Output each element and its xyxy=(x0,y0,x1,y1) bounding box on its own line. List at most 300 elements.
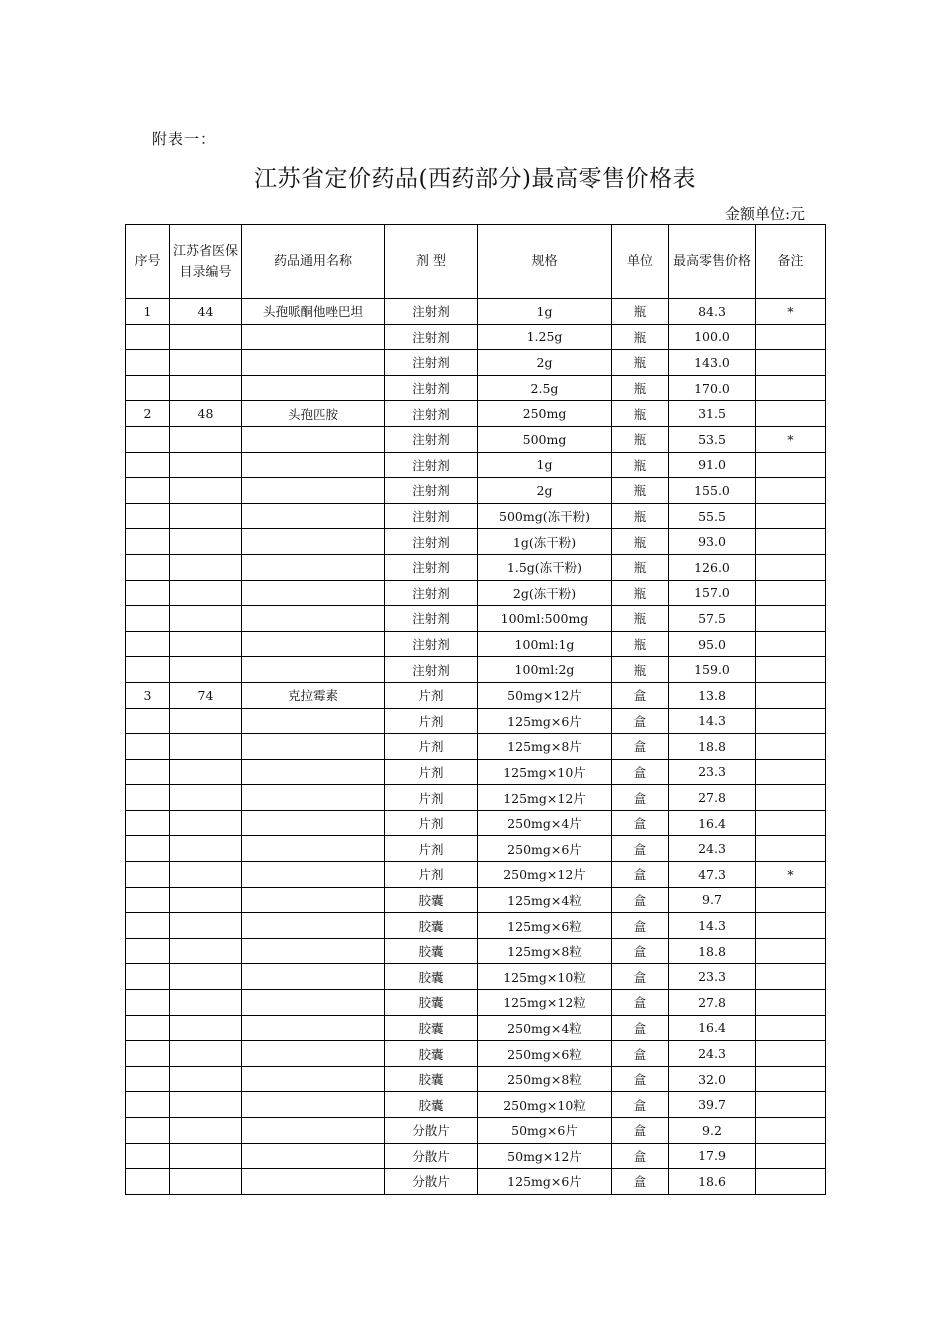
cell-drug-name: 头孢哌酮他唑巴坦 xyxy=(242,299,385,325)
cell-spec: 500mg(冻干粉) xyxy=(478,503,612,529)
cell-remark xyxy=(756,350,826,376)
cell-catalog-no xyxy=(170,1169,242,1195)
cell-dosage-form: 片剂 xyxy=(385,759,478,785)
cell-unit: 瓶 xyxy=(612,606,669,632)
cell-dosage-form: 注射剂 xyxy=(385,606,478,632)
cell-dosage-form: 分散片 xyxy=(385,1169,478,1195)
cell-max-price: 170.0 xyxy=(669,375,756,401)
cell-seq xyxy=(126,324,170,350)
cell-max-price: 32.0 xyxy=(669,1066,756,1092)
cell-unit: 瓶 xyxy=(612,478,669,504)
cell-remark xyxy=(756,1066,826,1092)
cell-catalog-no: 74 xyxy=(170,682,242,708)
cell-spec: 125mg×4粒 xyxy=(478,887,612,913)
cell-max-price: 47.3 xyxy=(669,862,756,888)
cell-unit: 盒 xyxy=(612,887,669,913)
table-row xyxy=(126,1041,826,1067)
table-row xyxy=(126,1092,826,1118)
table-row xyxy=(126,657,826,683)
cell-seq xyxy=(126,452,170,478)
cell-seq xyxy=(126,964,170,990)
cell-catalog-no xyxy=(170,887,242,913)
cell-drug-name xyxy=(242,554,385,580)
table-row xyxy=(126,529,826,555)
cell-unit: 瓶 xyxy=(612,554,669,580)
cell-remark xyxy=(756,708,826,734)
table-body xyxy=(126,299,826,1195)
table-row xyxy=(126,324,826,350)
cell-seq xyxy=(126,1041,170,1067)
cell-max-price: 27.8 xyxy=(669,990,756,1016)
table-row xyxy=(126,1015,826,1041)
cell-seq xyxy=(126,657,170,683)
cell-remark xyxy=(756,1169,826,1195)
table-row xyxy=(126,913,826,939)
cell-drug-name: 克拉霉素 xyxy=(242,682,385,708)
cell-drug-name xyxy=(242,1015,385,1041)
cell-spec: 250mg×6粒 xyxy=(478,1041,612,1067)
cell-seq xyxy=(126,1118,170,1144)
cell-max-price: 155.0 xyxy=(669,478,756,504)
cell-catalog-no xyxy=(170,554,242,580)
cell-seq xyxy=(126,810,170,836)
cell-dosage-form: 胶囊 xyxy=(385,990,478,1016)
table-header-row xyxy=(126,225,826,299)
table-row xyxy=(126,810,826,836)
cell-dosage-form: 注射剂 xyxy=(385,478,478,504)
cell-remark xyxy=(756,554,826,580)
cell-max-price: 24.3 xyxy=(669,1041,756,1067)
cell-max-price: 55.5 xyxy=(669,503,756,529)
cell-max-price: 95.0 xyxy=(669,631,756,657)
cell-catalog-no xyxy=(170,708,242,734)
cell-dosage-form: 片剂 xyxy=(385,785,478,811)
cell-drug-name xyxy=(242,1143,385,1169)
cell-drug-name xyxy=(242,990,385,1016)
cell-drug-name xyxy=(242,426,385,452)
cell-spec: 1.25g xyxy=(478,324,612,350)
cell-catalog-no xyxy=(170,785,242,811)
cell-unit: 盒 xyxy=(612,682,669,708)
table-row xyxy=(126,734,826,760)
cell-drug-name xyxy=(242,938,385,964)
cell-max-price: 157.0 xyxy=(669,580,756,606)
cell-spec: 125mg×12粒 xyxy=(478,990,612,1016)
cell-dosage-form: 注射剂 xyxy=(385,580,478,606)
cell-max-price: 16.4 xyxy=(669,1015,756,1041)
cell-catalog-no xyxy=(170,1066,242,1092)
cell-max-price: 14.3 xyxy=(669,913,756,939)
cell-dosage-form: 胶囊 xyxy=(385,913,478,939)
table-row xyxy=(126,350,826,376)
col-header-drug-name: 药品通用名称 xyxy=(242,225,385,299)
cell-unit: 盒 xyxy=(612,1066,669,1092)
cell-unit: 瓶 xyxy=(612,580,669,606)
cell-dosage-form: 注射剂 xyxy=(385,350,478,376)
cell-max-price: 17.9 xyxy=(669,1143,756,1169)
cell-remark xyxy=(756,401,826,427)
cell-seq xyxy=(126,1143,170,1169)
cell-catalog-no: 44 xyxy=(170,299,242,325)
cell-catalog-no xyxy=(170,734,242,760)
table-row xyxy=(126,1118,826,1144)
cell-catalog-no xyxy=(170,1143,242,1169)
cell-unit: 盒 xyxy=(612,734,669,760)
cell-dosage-form: 片剂 xyxy=(385,836,478,862)
cell-unit: 盒 xyxy=(612,810,669,836)
cell-spec: 2g(冻干粉) xyxy=(478,580,612,606)
cell-remark: * xyxy=(756,862,826,888)
cell-drug-name xyxy=(242,759,385,785)
cell-spec: 1g xyxy=(478,452,612,478)
cell-seq xyxy=(126,836,170,862)
cell-seq: 2 xyxy=(126,401,170,427)
cell-unit: 盒 xyxy=(612,1041,669,1067)
cell-dosage-form: 片剂 xyxy=(385,708,478,734)
cell-spec: 250mg xyxy=(478,401,612,427)
table-row xyxy=(126,887,826,913)
cell-dosage-form: 注射剂 xyxy=(385,324,478,350)
cell-unit: 盒 xyxy=(612,1143,669,1169)
cell-spec: 250mg×12片 xyxy=(478,862,612,888)
cell-spec: 2.5g xyxy=(478,375,612,401)
cell-catalog-no xyxy=(170,452,242,478)
cell-catalog-no xyxy=(170,964,242,990)
cell-drug-name xyxy=(242,657,385,683)
cell-dosage-form: 胶囊 xyxy=(385,887,478,913)
col-header-dosage-form: 剂 型 xyxy=(385,225,478,299)
cell-dosage-form: 片剂 xyxy=(385,734,478,760)
cell-seq xyxy=(126,554,170,580)
cell-catalog-no xyxy=(170,529,242,555)
cell-remark xyxy=(756,1118,826,1144)
table-row xyxy=(126,759,826,785)
col-header-unit: 单位 xyxy=(612,225,669,299)
cell-unit: 盒 xyxy=(612,1169,669,1195)
cell-catalog-no xyxy=(170,478,242,504)
cell-spec: 2g xyxy=(478,478,612,504)
cell-unit: 盒 xyxy=(612,913,669,939)
price-table xyxy=(125,224,826,1195)
table-row xyxy=(126,299,826,325)
cell-seq xyxy=(126,529,170,555)
cell-unit: 盒 xyxy=(612,862,669,888)
attachment-label: 附表一： xyxy=(152,130,217,148)
cell-seq xyxy=(126,631,170,657)
cell-dosage-form: 注射剂 xyxy=(385,426,478,452)
cell-drug-name xyxy=(242,810,385,836)
cell-seq xyxy=(126,734,170,760)
cell-drug-name xyxy=(242,606,385,632)
cell-drug-name xyxy=(242,862,385,888)
cell-unit: 瓶 xyxy=(612,401,669,427)
cell-spec: 50mg×6片 xyxy=(478,1118,612,1144)
cell-spec: 1.5g(冻干粉) xyxy=(478,554,612,580)
cell-drug-name xyxy=(242,785,385,811)
cell-remark xyxy=(756,478,826,504)
table-row xyxy=(126,452,826,478)
cell-spec: 1g xyxy=(478,299,612,325)
cell-catalog-no xyxy=(170,990,242,1016)
cell-catalog-no xyxy=(170,836,242,862)
cell-catalog-no xyxy=(170,1041,242,1067)
cell-unit: 盒 xyxy=(612,1092,669,1118)
cell-seq xyxy=(126,606,170,632)
cell-catalog-no xyxy=(170,1118,242,1144)
cell-spec: 250mg×8粒 xyxy=(478,1066,612,1092)
cell-remark xyxy=(756,1143,826,1169)
cell-remark xyxy=(756,938,826,964)
cell-drug-name xyxy=(242,324,385,350)
cell-unit: 瓶 xyxy=(612,426,669,452)
cell-max-price: 126.0 xyxy=(669,554,756,580)
cell-unit: 瓶 xyxy=(612,299,669,325)
cell-spec: 50mg×12片 xyxy=(478,1143,612,1169)
table-row xyxy=(126,503,826,529)
cell-spec: 100ml:500mg xyxy=(478,606,612,632)
cell-remark xyxy=(756,452,826,478)
table-row xyxy=(126,478,826,504)
cell-spec: 250mg×10粒 xyxy=(478,1092,612,1118)
table-row xyxy=(126,938,826,964)
cell-remark xyxy=(756,836,826,862)
cell-unit: 瓶 xyxy=(612,375,669,401)
cell-seq xyxy=(126,938,170,964)
cell-spec: 250mg×6片 xyxy=(478,836,612,862)
cell-dosage-form: 胶囊 xyxy=(385,1066,478,1092)
cell-remark xyxy=(756,734,826,760)
cell-remark xyxy=(756,503,826,529)
cell-max-price: 18.6 xyxy=(669,1169,756,1195)
cell-seq xyxy=(126,708,170,734)
cell-seq xyxy=(126,1092,170,1118)
cell-remark xyxy=(756,682,826,708)
cell-remark xyxy=(756,657,826,683)
cell-remark xyxy=(756,324,826,350)
cell-remark xyxy=(756,913,826,939)
cell-catalog-no xyxy=(170,862,242,888)
cell-max-price: 9.7 xyxy=(669,887,756,913)
cell-remark xyxy=(756,529,826,555)
cell-unit: 盒 xyxy=(612,836,669,862)
table-row xyxy=(126,426,826,452)
cell-dosage-form: 片剂 xyxy=(385,862,478,888)
cell-unit: 盒 xyxy=(612,1118,669,1144)
cell-unit: 盒 xyxy=(612,938,669,964)
cell-remark: * xyxy=(756,299,826,325)
cell-catalog-no xyxy=(170,324,242,350)
cell-catalog-no xyxy=(170,426,242,452)
cell-seq xyxy=(126,350,170,376)
cell-max-price: 16.4 xyxy=(669,810,756,836)
cell-remark xyxy=(756,990,826,1016)
cell-spec: 100ml:2g xyxy=(478,657,612,683)
cell-spec: 125mg×6粒 xyxy=(478,913,612,939)
cell-dosage-form: 注射剂 xyxy=(385,657,478,683)
col-header-seq: 序号 xyxy=(126,225,170,299)
cell-catalog-no xyxy=(170,810,242,836)
cell-dosage-form: 注射剂 xyxy=(385,401,478,427)
cell-catalog-no xyxy=(170,580,242,606)
cell-catalog-no xyxy=(170,375,242,401)
cell-max-price: 57.5 xyxy=(669,606,756,632)
page-title: 江苏省定价药品(西药部分)最高零售价格表 xyxy=(254,166,696,192)
cell-drug-name xyxy=(242,529,385,555)
cell-drug-name xyxy=(242,631,385,657)
cell-max-price: 91.0 xyxy=(669,452,756,478)
table-row xyxy=(126,862,826,888)
cell-unit: 盒 xyxy=(612,708,669,734)
cell-unit: 盒 xyxy=(612,990,669,1016)
cell-max-price: 84.3 xyxy=(669,299,756,325)
cell-drug-name xyxy=(242,452,385,478)
cell-unit: 瓶 xyxy=(612,631,669,657)
cell-max-price: 27.8 xyxy=(669,785,756,811)
table-row xyxy=(126,990,826,1016)
cell-seq xyxy=(126,478,170,504)
cell-unit: 瓶 xyxy=(612,657,669,683)
cell-spec: 250mg×4片 xyxy=(478,810,612,836)
cell-spec: 100ml:1g xyxy=(478,631,612,657)
cell-dosage-form: 胶囊 xyxy=(385,1015,478,1041)
cell-catalog-no xyxy=(170,606,242,632)
cell-spec: 500mg xyxy=(478,426,612,452)
cell-drug-name xyxy=(242,887,385,913)
cell-drug-name xyxy=(242,1041,385,1067)
cell-max-price: 18.8 xyxy=(669,734,756,760)
cell-dosage-form: 片剂 xyxy=(385,810,478,836)
cell-seq xyxy=(126,1015,170,1041)
cell-max-price: 31.5 xyxy=(669,401,756,427)
cell-remark xyxy=(756,580,826,606)
table-row xyxy=(126,708,826,734)
cell-max-price: 93.0 xyxy=(669,529,756,555)
cell-remark xyxy=(756,964,826,990)
cell-unit: 盒 xyxy=(612,964,669,990)
cell-seq xyxy=(126,990,170,1016)
cell-spec: 125mg×6片 xyxy=(478,1169,612,1195)
cell-max-price: 18.8 xyxy=(669,938,756,964)
cell-remark xyxy=(756,1092,826,1118)
cell-seq xyxy=(126,375,170,401)
cell-seq xyxy=(126,426,170,452)
cell-dosage-form: 胶囊 xyxy=(385,938,478,964)
cell-seq xyxy=(126,785,170,811)
cell-seq xyxy=(126,862,170,888)
cell-drug-name xyxy=(242,1118,385,1144)
cell-max-price: 23.3 xyxy=(669,964,756,990)
cell-dosage-form: 胶囊 xyxy=(385,1041,478,1067)
cell-seq xyxy=(126,580,170,606)
table-row xyxy=(126,1169,826,1195)
cell-remark xyxy=(756,631,826,657)
cell-remark xyxy=(756,375,826,401)
cell-seq: 1 xyxy=(126,299,170,325)
cell-seq xyxy=(126,887,170,913)
cell-spec: 1g(冻干粉) xyxy=(478,529,612,555)
cell-max-price: 23.3 xyxy=(669,759,756,785)
cell-spec: 125mg×10粒 xyxy=(478,964,612,990)
cell-spec: 125mg×6片 xyxy=(478,708,612,734)
cell-drug-name xyxy=(242,734,385,760)
table-row xyxy=(126,554,826,580)
col-header-remark: 备注 xyxy=(756,225,826,299)
table-row xyxy=(126,401,826,427)
cell-spec: 50mg×12片 xyxy=(478,682,612,708)
cell-spec: 2g xyxy=(478,350,612,376)
cell-catalog-no xyxy=(170,938,242,964)
table-row xyxy=(126,606,826,632)
cell-spec: 125mg×12片 xyxy=(478,785,612,811)
cell-remark xyxy=(756,1041,826,1067)
cell-drug-name xyxy=(242,580,385,606)
cell-unit: 瓶 xyxy=(612,350,669,376)
cell-catalog-no xyxy=(170,350,242,376)
col-header-catalog-no: 江苏省医保目录编号 xyxy=(170,225,242,299)
cell-unit: 盒 xyxy=(612,785,669,811)
cell-unit: 盒 xyxy=(612,1015,669,1041)
cell-spec: 125mg×8粒 xyxy=(478,938,612,964)
table-row xyxy=(126,682,826,708)
cell-catalog-no xyxy=(170,1092,242,1118)
cell-unit: 瓶 xyxy=(612,452,669,478)
cell-catalog-no xyxy=(170,913,242,939)
col-header-max-price: 最高零售价格 xyxy=(669,225,756,299)
cell-spec: 125mg×8片 xyxy=(478,734,612,760)
cell-remark xyxy=(756,785,826,811)
cell-dosage-form: 注射剂 xyxy=(385,452,478,478)
cell-unit: 瓶 xyxy=(612,529,669,555)
table-row xyxy=(126,375,826,401)
cell-catalog-no xyxy=(170,657,242,683)
cell-dosage-form: 片剂 xyxy=(385,682,478,708)
cell-seq xyxy=(126,759,170,785)
cell-drug-name xyxy=(242,1066,385,1092)
cell-remark xyxy=(756,887,826,913)
col-header-spec: 规格 xyxy=(478,225,612,299)
cell-seq: 3 xyxy=(126,682,170,708)
cell-drug-name xyxy=(242,1092,385,1118)
cell-spec: 250mg×4粒 xyxy=(478,1015,612,1041)
table-row xyxy=(126,580,826,606)
cell-drug-name xyxy=(242,1169,385,1195)
cell-max-price: 100.0 xyxy=(669,324,756,350)
cell-remark xyxy=(756,810,826,836)
cell-drug-name xyxy=(242,478,385,504)
cell-seq xyxy=(126,1066,170,1092)
cell-catalog-no xyxy=(170,1015,242,1041)
table-row xyxy=(126,785,826,811)
cell-catalog-no xyxy=(170,503,242,529)
cell-drug-name xyxy=(242,350,385,376)
cell-seq xyxy=(126,913,170,939)
cell-catalog-no: 48 xyxy=(170,401,242,427)
cell-seq xyxy=(126,503,170,529)
cell-spec: 125mg×10片 xyxy=(478,759,612,785)
cell-dosage-form: 注射剂 xyxy=(385,503,478,529)
cell-max-price: 24.3 xyxy=(669,836,756,862)
cell-dosage-form: 胶囊 xyxy=(385,1092,478,1118)
cell-remark xyxy=(756,606,826,632)
cell-remark xyxy=(756,759,826,785)
cell-max-price: 53.5 xyxy=(669,426,756,452)
table-row xyxy=(126,631,826,657)
cell-drug-name xyxy=(242,836,385,862)
cell-dosage-form: 注射剂 xyxy=(385,631,478,657)
cell-max-price: 9.2 xyxy=(669,1118,756,1144)
cell-drug-name: 头孢匹胺 xyxy=(242,401,385,427)
cell-max-price: 143.0 xyxy=(669,350,756,376)
